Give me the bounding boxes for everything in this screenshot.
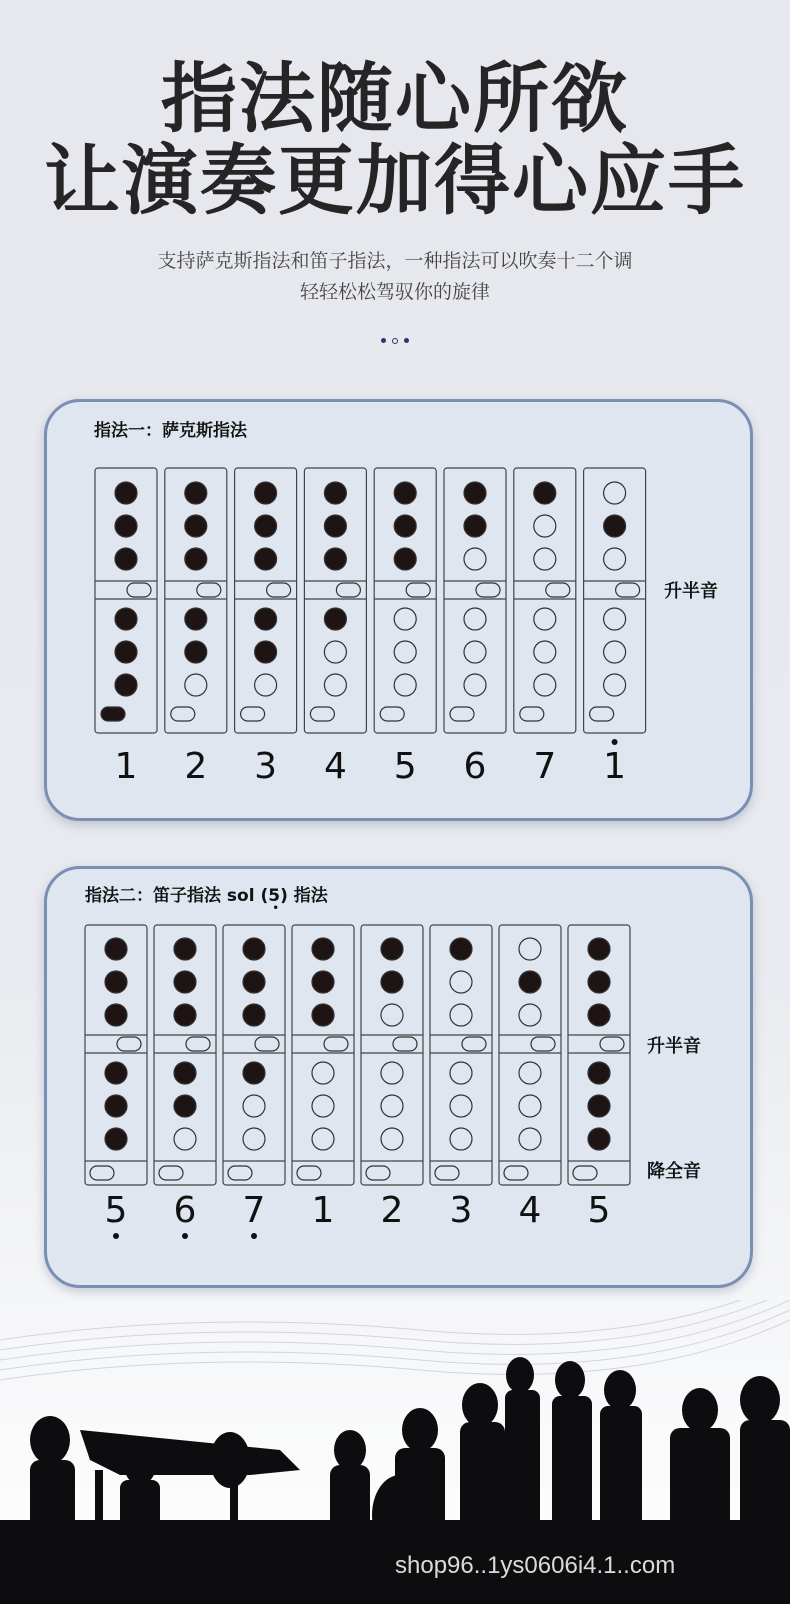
note-label: 4: [518, 1190, 542, 1231]
open-hole: [604, 548, 626, 570]
bottom-key: [450, 707, 474, 721]
fingering-column: [361, 925, 423, 1185]
closed-hole: [324, 608, 346, 630]
open-hole: [381, 1062, 403, 1084]
fingering-column: [292, 925, 354, 1185]
closed-hole: [588, 1095, 610, 1117]
closed-hole: [394, 515, 416, 537]
closed-hole: [115, 674, 137, 696]
open-hole: [464, 608, 486, 630]
fingering-column: [514, 468, 576, 733]
closed-hole: [312, 1004, 334, 1026]
closed-hole: [312, 938, 334, 960]
fingering-column: [304, 468, 366, 733]
closed-hole: [105, 971, 127, 993]
note-label: 1: [114, 746, 138, 787]
open-hole: [312, 1095, 334, 1117]
fingering-column: [584, 468, 646, 733]
closed-hole: [381, 938, 403, 960]
sharp-key: [476, 583, 500, 597]
open-hole: [534, 515, 556, 537]
closed-hole: [105, 1062, 127, 1084]
fingering-column: [499, 925, 561, 1185]
sharp-key: [462, 1037, 486, 1051]
bottom-key: [380, 707, 404, 721]
fingering-column: [444, 468, 506, 733]
octave-dot-low: [251, 1233, 257, 1239]
closed-hole: [394, 548, 416, 570]
closed-hole: [105, 1128, 127, 1150]
open-hole: [324, 674, 346, 696]
flat-key: [228, 1166, 252, 1180]
note-label: 7: [533, 746, 557, 787]
sharp-key: [127, 583, 151, 597]
closed-hole: [588, 938, 610, 960]
closed-hole: [115, 608, 137, 630]
closed-hole: [588, 1128, 610, 1150]
closed-hole: [115, 641, 137, 663]
sharp-key: [336, 583, 360, 597]
open-hole: [381, 1128, 403, 1150]
octave-dot-low: [182, 1233, 188, 1239]
closed-hole: [174, 1004, 196, 1026]
closed-hole: [105, 938, 127, 960]
closed-hole: [255, 641, 277, 663]
closed-hole: [105, 1004, 127, 1026]
flute-title-note: (5) •: [260, 886, 288, 914]
open-hole: [604, 608, 626, 630]
open-hole: [450, 1128, 472, 1150]
sharp-key: [600, 1037, 624, 1051]
sharp-key: [267, 583, 291, 597]
open-hole: [381, 1004, 403, 1026]
open-hole: [185, 674, 207, 696]
fingering-column: [223, 925, 285, 1185]
closed-hole: [185, 515, 207, 537]
sharp-key: [197, 583, 221, 597]
flat-key: [366, 1166, 390, 1180]
open-hole: [534, 641, 556, 663]
closed-hole: [588, 971, 610, 993]
open-hole: [450, 971, 472, 993]
closed-hole: [464, 482, 486, 504]
open-hole: [394, 674, 416, 696]
sax-fingering-chart: [47, 402, 750, 818]
sharp-key: [406, 583, 430, 597]
bottom-key: [241, 707, 265, 721]
closed-hole: [174, 1062, 196, 1084]
closed-hole: [255, 608, 277, 630]
closed-hole: [243, 971, 265, 993]
open-hole: [604, 674, 626, 696]
open-hole: [243, 1095, 265, 1117]
closed-hole: [534, 482, 556, 504]
fingering-column: [165, 468, 227, 733]
sax-fingering-card: [44, 399, 753, 821]
sharp-key: [531, 1037, 555, 1051]
open-hole: [519, 1128, 541, 1150]
sharp-key: [255, 1037, 279, 1051]
sharp-key: [546, 583, 570, 597]
closed-hole: [381, 971, 403, 993]
flat-key: [90, 1166, 114, 1180]
closed-hole: [243, 938, 265, 960]
closed-hole: [604, 515, 626, 537]
closed-hole: [185, 482, 207, 504]
note-label: 6: [463, 746, 487, 787]
sharp-key: [117, 1037, 141, 1051]
note-label: 2: [380, 1190, 404, 1231]
open-hole: [243, 1128, 265, 1150]
page-title-line1: 指法随心所欲: [161, 54, 629, 143]
flat-whole-label: 降全音: [647, 1161, 701, 1182]
closed-hole: [174, 971, 196, 993]
open-hole: [464, 674, 486, 696]
sharp-key: [393, 1037, 417, 1051]
closed-hole: [255, 515, 277, 537]
note-label: 5: [587, 1190, 611, 1231]
bottom-key: [520, 707, 544, 721]
open-hole: [464, 641, 486, 663]
open-hole: [604, 482, 626, 504]
closed-hole: [324, 515, 346, 537]
flat-key: [297, 1166, 321, 1180]
closed-hole: [185, 641, 207, 663]
open-hole: [174, 1128, 196, 1150]
bottom-key: [590, 707, 614, 721]
page-title-line2: 让演奏更加得心应手: [44, 136, 746, 225]
closed-hole: [115, 548, 137, 570]
flute-fingering-chart: [47, 869, 750, 1285]
closed-hole: [450, 938, 472, 960]
fingering-column: [430, 925, 492, 1185]
closed-hole: [312, 971, 334, 993]
flat-key: [435, 1166, 459, 1180]
fingering-column: [235, 468, 297, 733]
closed-hole: [174, 1095, 196, 1117]
note-label: 6: [173, 1190, 197, 1231]
note-label: 5: [104, 1190, 128, 1231]
sharp-key: [616, 583, 640, 597]
fingering-column: [154, 925, 216, 1185]
closed-hole: [243, 1004, 265, 1026]
open-hole: [255, 674, 277, 696]
closed-hole: [115, 482, 137, 504]
bottom-key: [310, 707, 334, 721]
watermark: shop96..1ys0606i4.1..com: [395, 1552, 676, 1579]
open-hole: [534, 608, 556, 630]
closed-hole: [105, 1095, 127, 1117]
note-label: 2: [184, 746, 208, 787]
closed-hole: [519, 971, 541, 993]
subtitle-line1: 支持萨克斯指法和笛子指法，一种指法可以吹奏十二个调: [157, 250, 633, 272]
open-hole: [394, 641, 416, 663]
closed-hole: [115, 515, 137, 537]
open-hole: [312, 1128, 334, 1150]
note-label: 4: [323, 746, 347, 787]
sharp-half-label-2: 升半音: [647, 1036, 701, 1057]
closed-hole: [185, 608, 207, 630]
note-label: 1: [311, 1190, 335, 1231]
open-hole: [450, 1004, 472, 1026]
open-hole: [312, 1062, 334, 1084]
flat-key: [504, 1166, 528, 1180]
closed-hole: [588, 1062, 610, 1084]
open-hole: [394, 608, 416, 630]
note-label: 3: [254, 746, 278, 787]
sax-fingering-title: 指法一：萨克斯指法: [94, 421, 247, 441]
open-hole: [464, 548, 486, 570]
fingering-column: [374, 468, 436, 733]
open-hole: [450, 1062, 472, 1084]
open-hole: [604, 641, 626, 663]
open-hole: [381, 1095, 403, 1117]
sharp-key: [324, 1037, 348, 1051]
open-hole: [519, 1095, 541, 1117]
closed-hole: [394, 482, 416, 504]
flat-key: [159, 1166, 183, 1180]
closed-hole: [324, 482, 346, 504]
note-label: 3: [449, 1190, 473, 1231]
note-label: 5: [393, 746, 417, 787]
flute-title-prefix: 指法二：笛子指法 sol: [85, 886, 255, 906]
flute-fingering-card: [44, 866, 753, 1288]
open-hole: [450, 1095, 472, 1117]
closed-hole: [324, 548, 346, 570]
flat-key: [573, 1166, 597, 1180]
flute-title-suffix: 指法: [293, 886, 328, 906]
sharp-half-label: 升半音: [664, 581, 718, 602]
open-hole: [534, 548, 556, 570]
bottom-key: [101, 707, 125, 721]
open-hole: [324, 641, 346, 663]
sharp-key: [186, 1037, 210, 1051]
closed-hole: [174, 938, 196, 960]
open-hole: [534, 674, 556, 696]
closed-hole: [255, 548, 277, 570]
open-hole: [519, 1062, 541, 1084]
open-hole: [519, 1004, 541, 1026]
closed-hole: [255, 482, 277, 504]
subtitle-line2: 轻轻松松驾驭你的旋律: [299, 281, 490, 303]
closed-hole: [464, 515, 486, 537]
octave-dot-low: [113, 1233, 119, 1239]
closed-hole: [243, 1062, 265, 1084]
carousel-dots: [0, 330, 790, 342]
closed-hole: [185, 548, 207, 570]
closed-hole: [588, 1004, 610, 1026]
open-hole: [519, 938, 541, 960]
octave-dot-high: [612, 739, 618, 745]
bottom-key: [171, 707, 195, 721]
note-label: 7: [242, 1190, 266, 1231]
note-label: 1: [603, 746, 627, 787]
